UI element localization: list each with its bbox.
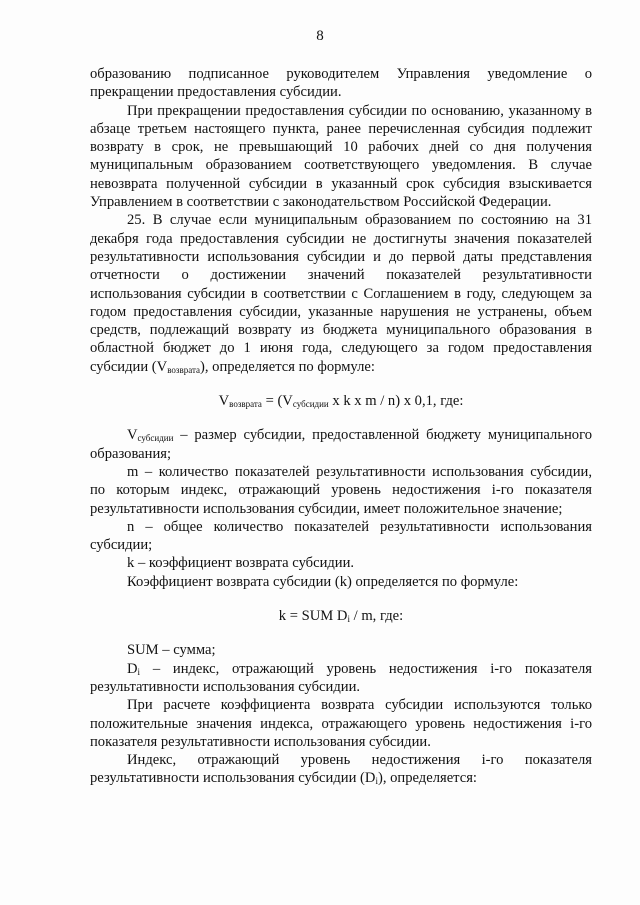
definition-k: k – коэффициент возврата субсидии. (127, 555, 355, 572)
definition-di-sub: i (137, 666, 141, 677)
page-number: 8 (316, 28, 324, 44)
definition-di-symbol: D (127, 660, 138, 677)
definition-v-sub: субсидии (137, 433, 174, 444)
formula-v-return: V (218, 393, 230, 410)
formula-return-volume (90, 392, 592, 410)
formula-k-main: k = SUM D (278, 608, 348, 625)
paragraph-index-text: Индекс, отражающий уровень недостижения i-го показателя результативности использования субсидии (D (90, 752, 592, 787)
definition-v-subsidy (90, 426, 592, 463)
paragraph-25 (90, 211, 592, 376)
definition-di-text: – индекс, отражающий уровень недостижения i-го показателя результативности использования субсидии. (90, 660, 592, 695)
document-body (90, 65, 592, 788)
formula-v-subsidy-sub: субсидии (292, 399, 329, 410)
formula-k-sub: i (347, 614, 350, 625)
definition-v-symbol: V (127, 427, 138, 444)
paragraph-termination: При прекращении предоставления субсидии по основанию, указанному в абзаце третьем настоящего пункта, ранее перечисленная субсидия подлежит возврату в срок, не превышающий 10 рабочих дней со дня получения муниципальным образованием соответствующего уведомления. В случае невозврата полученной субсидии в указанный срок субсидия взыскивается Управлением в соответствии с законодательством Российской Федерации. (90, 102, 592, 211)
definition-sum: SUM – сумма; (127, 642, 216, 659)
subscript-vozvrata: возврата (167, 364, 200, 375)
formula-v-subsidy: = (V (261, 393, 293, 410)
paragraph-calculation: При расчете коэффициента возврата субсидии используются только положительные значения индекса, отражающего уровень недостижения i-го показателя результативности использования субсидии. (90, 697, 592, 750)
paragraph-index-tail: ), определяется: (377, 770, 477, 787)
definition-di (90, 660, 592, 697)
paragraph-k-formula-intro: Коэффициент возврата субсидии (k) определяется по формуле: (127, 573, 519, 590)
definition-v-text: – размер субсидии, предоставленной бюджету муниципального образования; (90, 427, 592, 462)
definition-m: m – количество показателей результативности использования субсидии, по которым индекс, отражающий уровень недостижения i-го показателя результативности использования субсидии, имеет положительное значение; (90, 463, 592, 517)
paragraph-25-text: 25. В случае если муниципальным образованием по состоянию на 31 декабря года предоставления субсидии не достигнуты значения показателей результативности использования субсидии и до первой даты представления отчетности о достижении значений показателей результативности использования субсидии в соответствии с Соглашением в году, следующем за годом предоставления субсидии, указанные нарушения не устранены, объем средств, подлежащий возврату из бюджета муниципального образования в областной бюджет до 1 июня года, следующего за годом предоставления субсидии (V (90, 212, 592, 375)
paragraph-notification: образованию подписанное руководителем Управления уведомление о прекращении предоставления субсидии. (90, 66, 592, 101)
formula-rest: x k x m / n) x 0,1, где: (328, 393, 464, 410)
formula-k (90, 607, 592, 625)
definition-n: n – общее количество показателей результативности использования субсидии; (90, 518, 592, 554)
paragraph-index-sub: i (375, 776, 378, 787)
formula-k-rest: / m, где: (349, 608, 404, 625)
formula-v-return-sub: возврата (229, 399, 262, 410)
paragraph-index (90, 751, 592, 788)
paragraph-25-tail: ), определяется по формуле: (200, 358, 375, 375)
